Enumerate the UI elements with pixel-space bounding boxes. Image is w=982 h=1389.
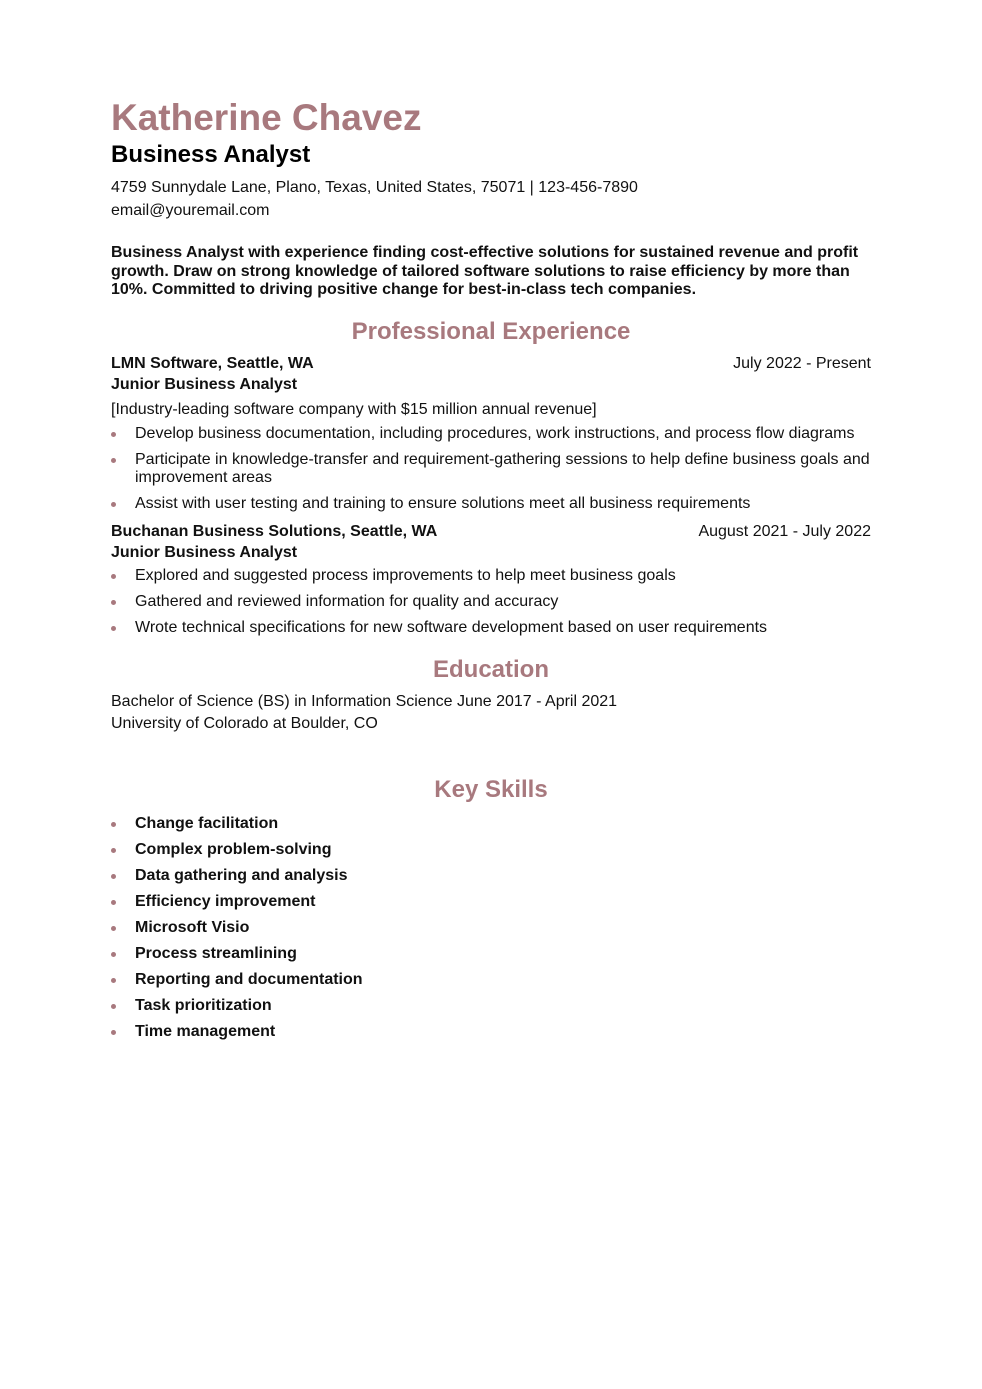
bullet-dot-icon [111, 952, 116, 957]
job-bullet [111, 425, 871, 444]
job-bullet [111, 593, 871, 612]
education-degree: Bachelor of Science (BS) in Information Science June 2017 - April 2021 [111, 692, 618, 710]
bullet-dot-icon [111, 600, 116, 605]
job-description: [Industry-leading software company with $15 million annual revenue] [111, 400, 597, 418]
bullet-text: Explored and suggested process improvements to help meet business goals [135, 567, 676, 584]
skill-item [111, 993, 871, 1019]
email: email@youremail.com [111, 202, 270, 219]
skill-text: Change facilitation [135, 814, 279, 832]
bullet-dot-icon [111, 900, 116, 905]
bullet-dot-icon [111, 848, 116, 853]
skill-text: Data gathering and analysis [135, 866, 348, 884]
skill-text: Efficiency improvement [135, 892, 316, 910]
bullet-text: Assist with user testing and training to ensure solutions meet all business requirements [135, 495, 751, 512]
bullet-dot-icon [111, 458, 116, 463]
bullet-dot-icon [111, 926, 116, 931]
skill-item [111, 967, 871, 993]
skill-text: Complex problem-solving [135, 840, 332, 858]
job-bullet [111, 567, 871, 586]
job-bullet [111, 619, 871, 638]
job-header [111, 521, 871, 542]
bullet-dot-icon [111, 432, 116, 437]
resume-content [111, 96, 871, 1045]
bullet-text: Wrote technical specifications for new software development based on user requirements [135, 619, 768, 636]
address-phone: 4759 Sunnydale Lane, Plano, Texas, United States, 75071 | 123-456-7890 [111, 179, 638, 196]
candidate-name: Katherine Chavez [111, 97, 422, 138]
job-dates: August 2021 - July 2022 [698, 523, 871, 540]
candidate-title: Business Analyst [111, 141, 311, 168]
job-header [111, 353, 871, 374]
job-entry-1 [111, 353, 871, 514]
job-dates: July 2022 - Present [733, 354, 871, 372]
job-role: Junior Business Analyst [111, 375, 298, 393]
bullet-dot-icon [111, 874, 116, 879]
bullet-text: Participate in knowledge-transfer and requirement-gathering sessions to help define business goals and improvement areas [135, 450, 870, 486]
skills-heading: Key Skills [434, 775, 548, 803]
skill-item [111, 941, 871, 967]
skill-item [111, 837, 871, 863]
bullet-text: Develop business documentation, including procedures, work instructions, and process flow diagrams [135, 424, 855, 442]
experience-heading: Professional Experience [351, 317, 631, 345]
education-school: University of Colorado at Boulder, CO [111, 715, 378, 732]
skill-item [111, 811, 871, 837]
bullet-dot-icon [111, 1004, 116, 1009]
skill-text: Time management [135, 1022, 276, 1040]
bullet-dot-icon [111, 502, 116, 507]
skill-item [111, 863, 871, 889]
bullet-dot-icon [111, 1030, 116, 1035]
job-bullets [111, 567, 871, 638]
skills-list [111, 811, 871, 1045]
skill-item [111, 1019, 871, 1045]
bullet-dot-icon [111, 626, 116, 631]
job-company: LMN Software, Seattle, WA [111, 354, 314, 372]
skill-item [111, 889, 871, 915]
bullet-text: Gathered and reviewed information for quality and accuracy [135, 593, 559, 610]
bullet-dot-icon [111, 574, 116, 579]
skill-text: Reporting and documentation [135, 970, 363, 988]
job-entry-2 [111, 521, 871, 638]
bullet-dot-icon [111, 978, 116, 983]
professional-summary: Business Analyst with experience finding cost-effective solutions for sustained revenue and profit growth. Draw on strong knowledge of tailored software solutions to raise efficiency by more than 10%. Committed to driving positive change for best-in-class tech companies. [111, 244, 859, 298]
skill-text: Task prioritization [135, 996, 272, 1014]
job-company: Buchanan Business Solutions, Seattle, WA [111, 523, 438, 540]
skill-item [111, 915, 871, 941]
bullet-dot-icon [111, 822, 116, 827]
skill-text: Process streamlining [135, 944, 297, 962]
job-bullet [111, 451, 871, 488]
job-bullet [111, 495, 871, 514]
education-heading: Education [432, 655, 549, 683]
job-role: Junior Business Analyst [111, 544, 298, 561]
job-bullets [111, 425, 871, 514]
skill-text: Microsoft Visio [135, 918, 250, 936]
